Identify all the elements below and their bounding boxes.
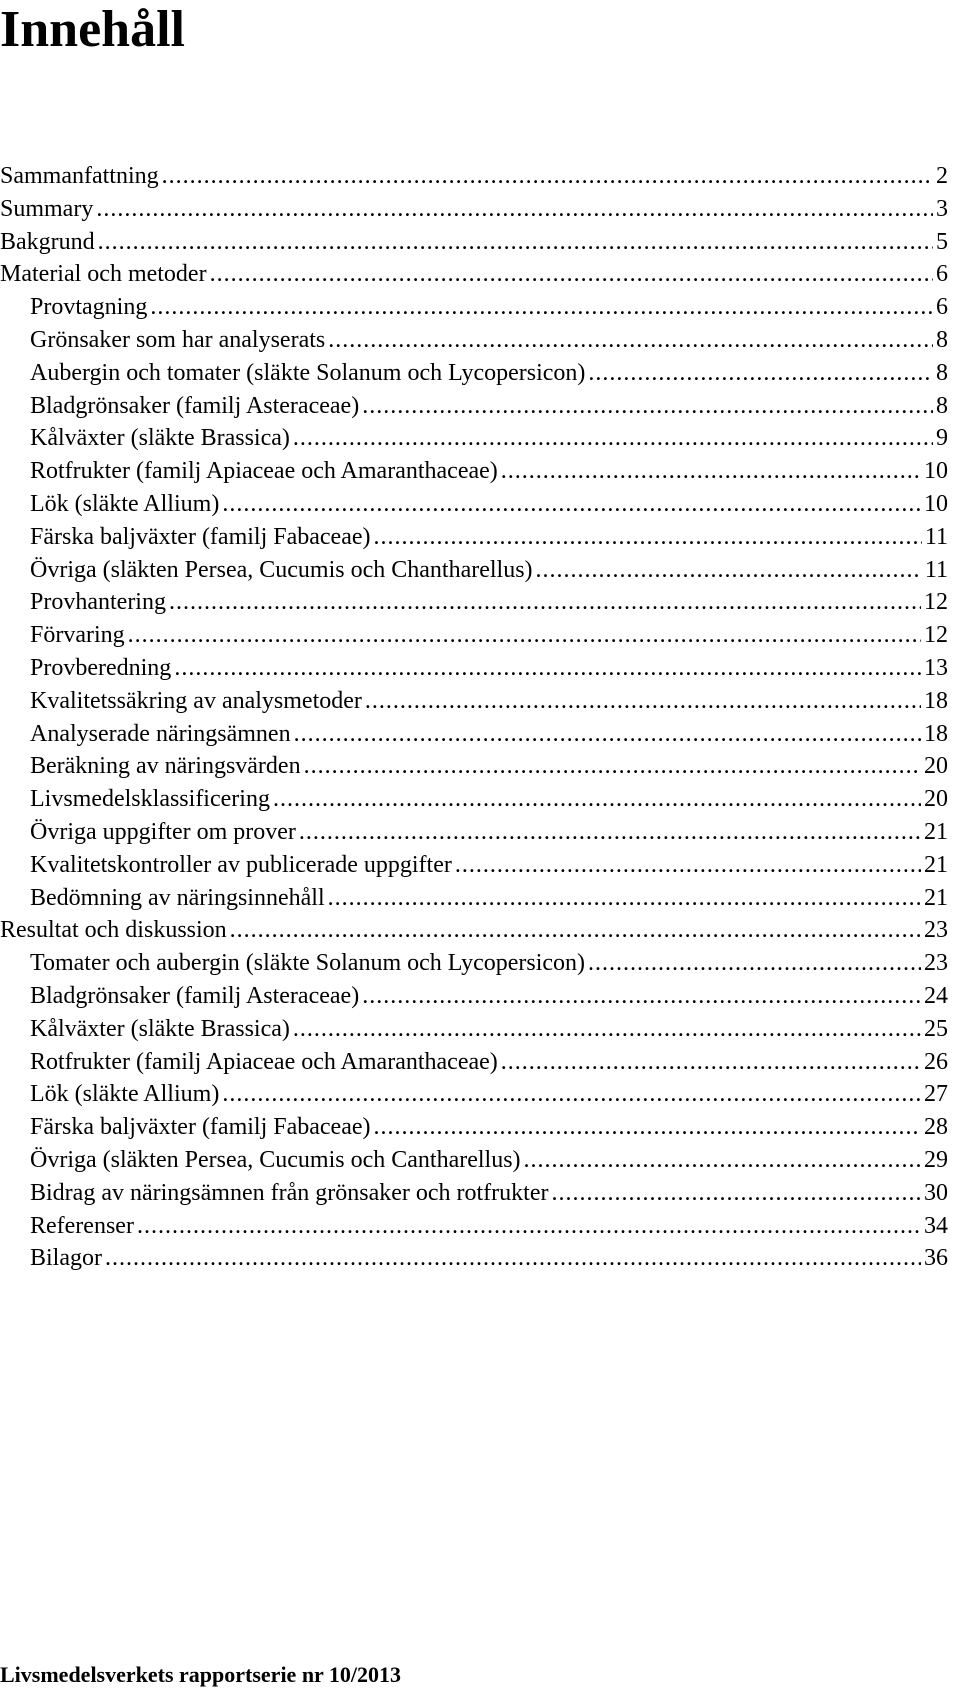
toc-entry[interactable] [0, 455, 948, 488]
toc-entry[interactable] [0, 193, 948, 226]
toc-dot-leader [536, 554, 922, 587]
toc-entry-label[interactable]: Provhantering [30, 589, 166, 616]
toc-entry-label[interactable]: Provtagning [30, 294, 148, 321]
toc-entry-label[interactable]: Kålväxter (släkte Brassica) [30, 1015, 290, 1042]
toc-entry[interactable] [0, 160, 948, 193]
toc-entry-page-number[interactable]: 12 [924, 589, 948, 616]
toc-entry-label[interactable]: Kvalitetssäkring av analysmetoder [30, 687, 362, 714]
toc-entry[interactable] [0, 1111, 948, 1144]
toc-entry-page-number[interactable]: 6 [936, 261, 948, 288]
toc-entry-label[interactable]: Grönsaker som har analyserats [30, 326, 326, 353]
toc-entry-label[interactable]: Bladgrönsaker (familj Asteraceae) [30, 392, 360, 419]
toc-dot-leader [588, 357, 933, 390]
toc-entry-page-number[interactable]: 10 [924, 490, 948, 517]
toc-entry-label[interactable]: Material och metoder [0, 261, 207, 288]
toc-entry-page-number[interactable]: 26 [924, 1048, 948, 1075]
toc-dot-leader [304, 750, 921, 783]
toc-entry-label[interactable]: Bedömning av näringsinnehåll [30, 884, 325, 911]
toc-entry-label[interactable]: Färska baljväxter (familj Fabaceae) [30, 523, 371, 550]
toc-entry-label[interactable]: Sammanfattning [0, 163, 159, 189]
toc-entry-label[interactable]: Aubergin och tomater (släkte Solanum och Lycopersicon) [30, 359, 586, 386]
toc-entry-page-number[interactable]: 34 [924, 1212, 948, 1239]
toc-entry-page-number[interactable]: 18 [924, 687, 948, 714]
toc-entry[interactable] [0, 750, 948, 783]
toc-entry[interactable] [0, 1177, 948, 1210]
toc-dot-leader [98, 226, 933, 259]
toc-entry[interactable] [0, 521, 948, 554]
toc-entry-label[interactable]: Övriga (släkten Persea, Cucumis och Chantharellus) [30, 556, 533, 583]
toc-entry-label[interactable]: Beräkning av näringsvärden [30, 753, 301, 780]
toc-entry-label[interactable]: Bladgrönsaker (familj Asteraceae) [30, 982, 360, 1009]
toc-entry[interactable] [0, 422, 948, 455]
toc-dot-leader [169, 586, 921, 619]
toc-dot-leader [362, 390, 933, 423]
toc-dot-leader [588, 947, 921, 980]
toc-entry[interactable] [0, 980, 948, 1013]
toc-entry-page-number[interactable]: 8 [936, 392, 948, 419]
toc-entry-page-number[interactable]: 9 [936, 425, 948, 452]
toc-entry[interactable] [0, 586, 948, 619]
toc-dot-leader [455, 849, 921, 882]
toc-dot-leader [501, 455, 921, 488]
toc-entry-page-number[interactable]: 24 [924, 982, 948, 1009]
table-of-contents [0, 160, 948, 1275]
toc-dot-leader [162, 160, 933, 193]
toc-entry-label[interactable]: Bidrag av näringsämnen från grönsaker och rotfrukter [30, 1179, 549, 1206]
toc-entry[interactable] [0, 1013, 948, 1046]
toc-entry[interactable] [0, 718, 948, 751]
toc-entry-page-number[interactable]: 23 [924, 917, 948, 944]
toc-dot-leader [328, 882, 921, 915]
toc-entry[interactable] [0, 1046, 948, 1079]
toc-dot-leader [501, 1046, 921, 1079]
toc-entry-page-number[interactable]: 10 [924, 458, 948, 485]
toc-entry[interactable] [0, 488, 948, 521]
toc-entry[interactable] [0, 882, 948, 915]
toc-entry-page-number[interactable]: 11 [924, 523, 948, 550]
toc-entry-page-number[interactable]: 12 [924, 622, 948, 649]
toc-entry-label[interactable]: Provberedning [30, 654, 172, 681]
toc-dot-leader [293, 422, 933, 455]
toc-dot-leader [137, 1210, 921, 1243]
toc-dot-leader [293, 1013, 921, 1046]
toc-entry-label[interactable]: Resultat och diskussion [0, 917, 227, 944]
toc-entry[interactable] [0, 783, 948, 816]
toc-entry-label[interactable]: Rotfrukter (familj Apiaceae och Amaranthaceae) [30, 1048, 498, 1075]
toc-entry-page-number[interactable]: 20 [924, 786, 948, 813]
toc-entry-page-number[interactable]: 11 [924, 556, 948, 583]
toc-entry-label[interactable]: Lök (släkte Allium) [30, 1081, 220, 1108]
toc-entry-page-number[interactable]: 29 [924, 1146, 948, 1173]
toc-entry-page-number[interactable]: 23 [924, 950, 948, 977]
toc-entry-label[interactable]: Bakgrund [0, 228, 95, 255]
toc-entry[interactable] [0, 226, 948, 259]
toc-entry-label[interactable]: Bilagor [30, 1245, 102, 1272]
toc-entry[interactable] [0, 1078, 948, 1111]
toc-dot-leader [374, 521, 922, 554]
toc-entry[interactable] [0, 685, 948, 718]
toc-entry-label[interactable]: Övriga (släkten Persea, Cucumis och Cantharellus) [30, 1146, 521, 1173]
toc-entry-label[interactable]: Övriga uppgifter om prover [30, 818, 296, 845]
toc-dot-leader [551, 1177, 921, 1210]
toc-entry-label[interactable]: Summary [0, 195, 94, 222]
toc-entry[interactable] [0, 258, 948, 291]
toc-entry-page-number[interactable]: 18 [924, 720, 948, 747]
toc-entry-page-number[interactable]: 6 [936, 294, 948, 321]
toc-entry[interactable] [0, 914, 948, 947]
toc-entry-page-number[interactable]: 8 [936, 326, 948, 353]
toc-dot-leader [230, 914, 921, 947]
toc-entry[interactable] [0, 1144, 948, 1177]
toc-dot-leader [174, 652, 921, 685]
toc-entry-label[interactable]: Kvalitetskontroller av publicerade uppgifter [30, 851, 452, 878]
toc-entry-page-number[interactable]: 25 [924, 1015, 948, 1042]
toc-entry-page-number[interactable]: 21 [924, 884, 948, 911]
toc-dot-leader [222, 488, 921, 521]
toc-entry-label[interactable]: Lök (släkte Allium) [30, 490, 220, 517]
toc-entry[interactable] [0, 390, 948, 423]
toc-entry-label[interactable]: Tomater och aubergin (släkte Solanum och Lycopersicon) [30, 950, 586, 977]
toc-entry-page-number[interactable]: 27 [924, 1081, 948, 1108]
toc-entry[interactable] [0, 324, 948, 357]
toc-dot-leader [222, 1078, 921, 1111]
page-title: Innehåll [0, 1, 185, 58]
toc-entry-page-number[interactable]: 5 [936, 228, 948, 255]
toc-entry-page-number[interactable]: 21 [924, 818, 948, 845]
toc-entry-page-number[interactable]: 21 [924, 851, 948, 878]
toc-dot-leader [374, 1111, 922, 1144]
toc-dot-leader [362, 980, 921, 1013]
toc-entry[interactable] [0, 554, 948, 587]
toc-dot-leader [150, 291, 933, 324]
toc-entry[interactable] [0, 357, 948, 390]
toc-entry[interactable] [0, 1242, 948, 1275]
toc-entry-page-number[interactable]: 36 [924, 1245, 948, 1272]
toc-entry-label[interactable]: Färska baljväxter (familj Fabaceae) [30, 1114, 371, 1141]
toc-dot-leader [299, 816, 921, 849]
toc-entry-label[interactable]: Livsmedelsklassificering [30, 786, 270, 813]
toc-dot-leader [128, 619, 921, 652]
toc-entry-page-number[interactable]: 2 [936, 163, 948, 189]
toc-entry-page-number[interactable]: 30 [924, 1179, 948, 1206]
toc-dot-leader [524, 1144, 921, 1177]
toc-dot-leader [273, 783, 921, 816]
toc-entry-label[interactable]: Analyserade näringsämnen [30, 720, 291, 747]
toc-entry[interactable] [0, 619, 948, 652]
toc-dot-leader [105, 1242, 921, 1275]
toc-entry-page-number[interactable]: 8 [936, 359, 948, 386]
toc-dot-leader [328, 324, 933, 357]
toc-dot-leader [294, 718, 921, 751]
toc-entry[interactable] [0, 816, 948, 849]
toc-entry[interactable] [0, 947, 948, 980]
toc-dot-leader [210, 258, 933, 291]
toc-entry-label[interactable]: Rotfrukter (familj Apiaceae och Amaranthaceae) [30, 458, 498, 485]
toc-entry-page-number[interactable]: 13 [924, 654, 948, 681]
toc-entry-label[interactable]: Kålväxter (släkte Brassica) [30, 425, 290, 452]
toc-entry[interactable] [0, 652, 948, 685]
toc-entry[interactable] [0, 291, 948, 324]
toc-entry[interactable] [0, 849, 948, 882]
toc-entry-page-number[interactable]: 28 [924, 1114, 948, 1141]
toc-dot-leader [96, 193, 933, 226]
page-footer: Livsmedelsverkets rapportserie nr 10/2013 [0, 1662, 402, 1687]
toc-entry-page-number[interactable]: 20 [924, 753, 948, 780]
toc-dot-leader [365, 685, 921, 718]
toc-entry-label[interactable]: Referenser [30, 1212, 134, 1239]
toc-entry-page-number[interactable]: 3 [936, 195, 948, 222]
toc-entry-label[interactable]: Förvaring [30, 622, 125, 649]
toc-entry[interactable] [0, 1210, 948, 1243]
